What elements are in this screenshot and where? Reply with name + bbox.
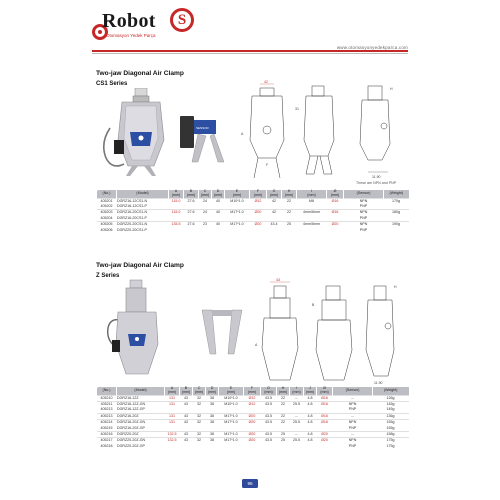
cs1-header-unit: (mm) [213, 192, 223, 197]
z-table-cell: 405211 [97, 402, 117, 408]
cs1-table-cell: 22 [282, 198, 297, 204]
z-table-cell: 43.5 [261, 395, 277, 401]
z-table-cell: DGRZ20-20Z-GP [117, 443, 145, 448]
cs1-profile-drawing [352, 80, 404, 180]
z-table-cell: 155g [386, 425, 395, 430]
cs1-header-cell [282, 190, 297, 198]
cs1-note: These are NPN and PNP [356, 181, 397, 185]
cs1-table-cell: M17*1.0 [225, 210, 250, 216]
cs1-header-cell [344, 190, 384, 198]
z-table-cell: 136g [373, 413, 409, 419]
brand-logo[interactable] [92, 10, 202, 44]
z-dim-h: H [394, 285, 397, 289]
cs1-header-cell [212, 190, 225, 198]
z-table-cell: 32 [193, 395, 206, 401]
cs1-table-cell: Ø16 [327, 198, 344, 204]
cs1-table-cell [212, 228, 225, 233]
z-table-cell [290, 444, 304, 449]
cs1-table-cell: 24 [199, 210, 212, 216]
z-table-cell: 145g [373, 402, 409, 408]
z-table-cell: 25.5 [290, 438, 304, 444]
z-header-cell [277, 387, 290, 395]
z-header-cell [244, 387, 261, 395]
cs1-header-cell [225, 190, 250, 198]
z-header-top: E [229, 386, 233, 390]
cs1-table-cell: 405206 [100, 227, 113, 232]
section1-title: Two-jaw Diagonal Air Clamp [96, 70, 184, 77]
header-divider-thin [92, 53, 408, 54]
cs1-header-unit: (mm) [269, 192, 279, 197]
z-header-unit: (mm) [278, 389, 288, 394]
cs1-header-unit: (mm) [232, 192, 242, 197]
z-table-cell: 43.5 [261, 438, 277, 444]
z-header-top: C [197, 386, 201, 390]
z-table-cell: M17*1.0 [219, 420, 244, 426]
cs1-table-cell: DGRZ16-20CS1-P [117, 215, 147, 220]
cs1-header-top: E [235, 189, 239, 193]
z-table-cell: NPN [333, 438, 373, 444]
z-table-cell [277, 444, 290, 449]
z-table-cell: Ø20 [317, 438, 333, 444]
z-header-cell [180, 387, 193, 395]
z-header-cell [290, 387, 304, 395]
z-header-unit: (mm) [292, 389, 301, 394]
z-table-cell: 4.8 [304, 413, 317, 419]
cs1-table-cell [327, 228, 344, 233]
z-dim-b: B [312, 303, 315, 307]
z-table-cell: 38 [206, 413, 219, 419]
cs1-table-cell: 40 [212, 198, 225, 204]
cs1-dim-f: F [266, 163, 269, 167]
z-table-cell: 43 [180, 402, 193, 408]
cs1-header-unit: (Weight) [389, 190, 403, 195]
svg-text:SENSOR: SENSOR [196, 126, 209, 130]
cs1-table-cell: M8 [297, 198, 327, 204]
cs1-header-top: Ø [333, 189, 337, 193]
z-header-cell [333, 387, 373, 395]
z-table-row [97, 444, 409, 449]
z-table-cell: 131 [165, 402, 180, 408]
z-table-cell: M17*1.0 [219, 432, 244, 438]
cs1-header-cell [117, 190, 169, 198]
cs1-header-top: C [203, 189, 207, 193]
cs1-dim-top: 42 [264, 80, 268, 84]
z-header-cell [219, 387, 244, 395]
z-dim-a: A [255, 343, 258, 347]
z-table-cell: M10*1.0 [219, 395, 244, 401]
z-header-unit: (mm) [264, 389, 273, 394]
cs1-table-cell [169, 228, 184, 233]
z-front-drawing [254, 276, 308, 386]
cs1-header-unit: (mm) [171, 192, 181, 197]
z-table-cell: 131 [165, 413, 180, 419]
cs1-table-cell: 405204 [100, 215, 113, 220]
cs1-table-cell [184, 228, 199, 233]
z-header-unit: (Weight) [383, 387, 398, 392]
z-header-unit: (mm) [194, 389, 204, 394]
z-table-cell: 25 [277, 438, 290, 444]
z-table-cell: 43 [180, 438, 193, 444]
z-table-cell: 43.5 [261, 420, 277, 426]
cs1-table-cell: NPN [344, 210, 384, 216]
cs1-table-cell: 135.5 [169, 222, 184, 228]
cs1-header-top: A [174, 189, 178, 193]
z-table-cell: DGRZ16-20Z [117, 413, 165, 419]
page-number: 96 [242, 479, 258, 488]
z-table-cell: 43.5 [261, 413, 277, 419]
z-header-top: (No.) [102, 387, 111, 392]
cs1-table-cell: 405203 [97, 210, 117, 216]
cs1-table-cell: PNP [359, 227, 368, 232]
cs1-table-cell: 42 [267, 198, 282, 204]
cs1-table-cell: 40 [212, 222, 225, 228]
z-table-cell [317, 444, 333, 449]
cs1-table-cell: 27.6 [184, 222, 199, 228]
cs1-table-cell: 23 [199, 222, 212, 228]
z-table-cell: 4.8 [304, 438, 317, 444]
z-table-cell: 131 [165, 395, 180, 401]
cs1-header-top: (Model) [136, 190, 149, 195]
cs1-header-top: G [272, 189, 276, 193]
z-table-cell: 43 [180, 420, 193, 426]
z-table-cell: DGRZ16-20Z-GP [117, 425, 145, 430]
z-header-unit: (mm) [167, 389, 177, 394]
z-table-cell: Ø20 [244, 438, 261, 444]
z-header-cell [206, 387, 219, 395]
z-table-cell: 25 [277, 432, 290, 438]
z-dim-top: 43 [276, 278, 280, 282]
z-header-unit: (Sensor) [345, 387, 360, 392]
cs1-table-cell: Ø12 [250, 198, 267, 204]
cs1-side-drawing [294, 80, 344, 180]
z-header-top: D [210, 386, 214, 390]
z-table-cell: 43 [180, 432, 193, 438]
cs1-table-cell: 405202 [100, 204, 113, 208]
cs1-table-cell: DGRZ16-12CS1-P [117, 204, 147, 208]
z-table-cell: 43.5 [261, 432, 277, 438]
z-table-cell [219, 444, 244, 449]
cs1-header-unit: (mm) [307, 192, 316, 197]
cs1-dim-h: H [390, 87, 393, 91]
z-table-cell [165, 444, 180, 449]
z-table-cell: -- [333, 413, 373, 419]
z-table-cell: 175g [373, 438, 409, 444]
z-header-cell [373, 387, 409, 395]
z-table-cell: 22 [277, 413, 290, 419]
z-table-cell: 38 [206, 402, 219, 408]
z-table-cell: PNP [348, 425, 357, 430]
z-header-top: (Model) [134, 387, 147, 392]
z-table-cell: 32 [193, 413, 206, 419]
cs1-header-unit: (mm) [330, 192, 340, 197]
cs1-table-cell: NPN [344, 198, 384, 204]
brand-subtitle: Otomasyon Yedek Parça [106, 33, 156, 38]
z-table-cell: DGRZ20-20Z-GN [117, 438, 165, 444]
section2-title: Two-jaw Diagonal Air Clamp [96, 262, 184, 269]
z-table-cell: 22 [277, 395, 290, 401]
cs1-table-cell: 27.6 [184, 210, 199, 216]
z-header-unit: (mm) [247, 389, 257, 394]
cs1-header-cell [184, 190, 199, 198]
z-table-cell: -- [333, 432, 373, 438]
cs1-header-top: F [256, 189, 260, 193]
z-table-cell: 158g [373, 432, 409, 438]
z-table-cell: 4.8 [304, 402, 317, 408]
page-header [0, 0, 500, 50]
z-table-cell: 126g [373, 395, 409, 401]
z-table-cell: 132.5 [165, 438, 180, 444]
cs1-header-unit: (mm) [186, 192, 196, 197]
cs1-header-unit: (Sensor) [356, 190, 371, 195]
z-table-cell: PNP [348, 407, 357, 412]
cs1-table-cell: 4mm/6mm [297, 222, 327, 228]
cs1-header-cell [97, 190, 117, 198]
z-table-cell: 405216 [97, 432, 117, 438]
cs1-table-cell: DGRZ16-20CS1-N [117, 210, 169, 216]
z-table-cell: 38 [206, 395, 219, 401]
cs1-dim-side: 31 [295, 107, 299, 111]
z-table-cell: 32 [193, 402, 206, 408]
cs1-dim-bottom: 11.90 [372, 175, 381, 179]
z-table-cell: 22 [277, 420, 290, 426]
z-table-cell: -- [333, 395, 373, 401]
z-table-cell: DGRZ16-20Z-GN [117, 420, 165, 426]
z-table-cell: 405218 [100, 443, 113, 448]
z-table-cell: Ø20 [244, 432, 261, 438]
z-table-cell: 145g [386, 407, 395, 412]
z-table-cell: Ø20 [244, 413, 261, 419]
z-table-cell: M17*1.0 [219, 413, 244, 419]
z-table-cell: DGRZ16-12Z [117, 395, 165, 401]
cs1-header-top: D [216, 189, 220, 193]
cs1-table-cell: DGRZ20-20CS1-P [117, 227, 147, 232]
cs1-table-cell: 180g [384, 210, 409, 216]
cs1-table-cell [282, 228, 297, 233]
cs1-header-cell [327, 190, 344, 198]
cs1-table-cell: 115.0 [169, 198, 184, 204]
z-table-cell: 405213 [97, 413, 117, 419]
cs1-header-top: I [311, 189, 312, 193]
cs1-header-cell [267, 190, 282, 198]
z-table-cell [261, 444, 277, 449]
cs1-table-cell: 27.6 [184, 198, 199, 204]
z-table-cell: 405210 [97, 395, 117, 401]
cs1-header-unit: (mm) [200, 192, 210, 197]
cs1-table-cell: Ø20 [250, 210, 267, 216]
cs1-table-cell [225, 228, 250, 233]
z-table-cell: 25.5 [290, 402, 304, 408]
z-table-cell: Ø12 [244, 395, 261, 401]
cs1-table-cell [199, 228, 212, 233]
z-table-cell: 4.8 [304, 420, 317, 426]
cs1-table-cell: 25 [282, 222, 297, 228]
z-header-unit: (mm) [207, 389, 217, 394]
cs1-header-cell [250, 190, 267, 198]
z-table-cell: Ø16 [317, 402, 333, 408]
cs1-table-cell: M10*1.0 [225, 198, 250, 204]
z-table-cell: 405217 [97, 438, 117, 444]
website-url[interactable]: www.otomasyonyedekparca.com [336, 45, 408, 50]
z-table-cell: M17*1.0 [219, 438, 244, 444]
cs1-table-cell: 42 [267, 210, 282, 216]
cs1-table-cell: 40 [212, 210, 225, 216]
cs1-header-unit: (mm) [253, 192, 263, 197]
z-header-top: B [184, 386, 188, 390]
z-header-cell [261, 387, 277, 395]
cs1-table-cell [297, 228, 327, 233]
z-table-cell: 43 [180, 395, 193, 401]
cs1-header-top: H [287, 189, 291, 193]
z-header-top: H [281, 386, 285, 390]
z-table-cell: DGRZ16-12Z-GP [117, 407, 145, 412]
z-table-cell [244, 444, 261, 449]
z-table-cell: NPN [333, 402, 373, 408]
z-table-cell: Ø16 [317, 420, 333, 426]
cs1-table-cell [250, 228, 267, 233]
z-table-cell [193, 444, 206, 449]
z-table-cell: 175g [386, 443, 395, 448]
cs1-table-cell: 405205 [97, 222, 117, 228]
z-table-cell: Ø20 [244, 420, 261, 426]
z-table-cell [180, 444, 193, 449]
cs1-table-cell: DGRZ16-12CS1-N [117, 198, 169, 204]
z-header-unit: (mm) [181, 389, 191, 394]
z-table-cell: 4.8 [304, 395, 317, 401]
cs1-table-cell: PNP [359, 215, 368, 220]
cs1-table-cell: Ø20 [327, 222, 344, 228]
cs1-header-cell [169, 190, 184, 198]
z-product-photo [100, 278, 190, 378]
cs1-table-cell: 22 [282, 210, 297, 216]
z-table-cell: 22 [277, 402, 290, 408]
cs1-table-row [97, 228, 409, 233]
z-header-cell [165, 387, 180, 395]
z-table-cell: NPN [333, 420, 373, 426]
brand-name: Robot [102, 10, 156, 32]
z-dim-bottom: 11.90 [374, 381, 383, 385]
cs1-table-cell: NPN [344, 222, 384, 228]
z-header-unit: (mm) [305, 389, 315, 394]
z-table-cell: 38 [206, 420, 219, 426]
z-table-cell: 32 [193, 432, 206, 438]
cs1-header-cell [199, 190, 212, 198]
cs1-table-cell: Ø20 [250, 222, 267, 228]
z-header-top: Ø [323, 386, 326, 390]
z-table-cell [206, 444, 219, 449]
cs1-table-cell: 115.0 [169, 210, 184, 216]
cs1-header-cell [384, 190, 409, 198]
z-header-cell [304, 387, 317, 395]
z-table-cell: 38 [206, 432, 219, 438]
cs1-header-top: (No.) [102, 190, 111, 195]
z-table-cell: 25.5 [290, 420, 304, 426]
z-header-cell [117, 387, 165, 395]
cs1-table-cell: Ø16 [327, 210, 344, 216]
z-table-cell: 405213 [100, 407, 113, 412]
z-table-cell: Ø12 [244, 402, 261, 408]
cs1-front-drawing [238, 80, 298, 180]
cs1-table-cell: 190g [384, 222, 409, 228]
z-table-cell: 405214 [97, 420, 117, 426]
z-table-cell: 131 [165, 420, 180, 426]
z-table-cell: 32 [193, 420, 206, 426]
z-header-cell [317, 387, 333, 395]
cs1-inset-photo [178, 112, 236, 164]
cs1-table-cell: PNP [359, 204, 368, 208]
section2-series: Z Series [96, 273, 120, 279]
z-table-cell: Ø16 [317, 395, 333, 401]
z-inset-photo [196, 306, 248, 358]
cs1-table-cell: 4mm/6mm [297, 210, 327, 216]
cs1-header-unit: (mm) [284, 192, 294, 197]
z-table-cell: 32 [193, 438, 206, 444]
cs1-table-cell: 405201 [97, 198, 117, 204]
z-profile-drawing [360, 276, 408, 386]
cs1-table-cell: DGRZ20-20CS1-N [117, 222, 169, 228]
z-header-top: A [170, 386, 174, 390]
z-table-cell: 155g [373, 420, 409, 426]
z-table-cell: M10*1.0 [219, 402, 244, 408]
z-spec-table [96, 387, 409, 449]
z-table-cell: Ø16 [317, 413, 333, 419]
cs1-dim-a: A [241, 132, 244, 136]
z-header-top: G [267, 386, 270, 390]
z-table-cell: DGRZ16-12Z-GN [117, 402, 165, 408]
z-header-top: I [296, 386, 297, 390]
cs1-table-cell [267, 228, 282, 233]
z-table-cell: 132.5 [165, 432, 180, 438]
z-table-cell: 43.5 [261, 402, 277, 408]
z-table-cell: -- [290, 413, 304, 419]
cs1-spec-table [96, 190, 409, 233]
z-table-cell: PNP [348, 443, 357, 448]
cs1-table-cell: 24 [199, 198, 212, 204]
z-table-header [97, 387, 409, 395]
z-table-cell [304, 444, 317, 449]
z-header-unit: (mm) [320, 389, 329, 394]
cs1-table-cell: 170g [384, 198, 409, 204]
cs1-table-cell [384, 228, 409, 233]
cs1-table-cell: M17*1.0 [225, 222, 250, 228]
z-header-top: J [309, 386, 311, 390]
z-table-cell: 43 [180, 413, 193, 419]
z-header-unit: (mm) [226, 389, 236, 394]
brand-letter-s: S [170, 8, 194, 32]
z-header-cell [193, 387, 206, 395]
cs1-table-header [97, 190, 409, 198]
z-table-cell: 38 [206, 438, 219, 444]
cs1-table-cell: 43.4 [267, 222, 282, 228]
z-table-cell: 4.8 [304, 432, 317, 438]
cs1-header-cell [297, 190, 327, 198]
section1-series: CS1 Series [96, 81, 128, 87]
z-table-cell: DGRZ20-20Z [117, 432, 165, 438]
header-divider [92, 50, 408, 52]
z-table-cell: Ø20 [317, 432, 333, 438]
z-table-cell: 405215 [100, 425, 113, 430]
z-header-cell [97, 387, 117, 395]
z-header-top: F [250, 386, 254, 390]
z-side-drawing [310, 276, 358, 386]
cs1-header-top: B [189, 189, 193, 193]
z-table-cell: -- [290, 395, 304, 401]
z-table-cell: -- [290, 432, 304, 438]
